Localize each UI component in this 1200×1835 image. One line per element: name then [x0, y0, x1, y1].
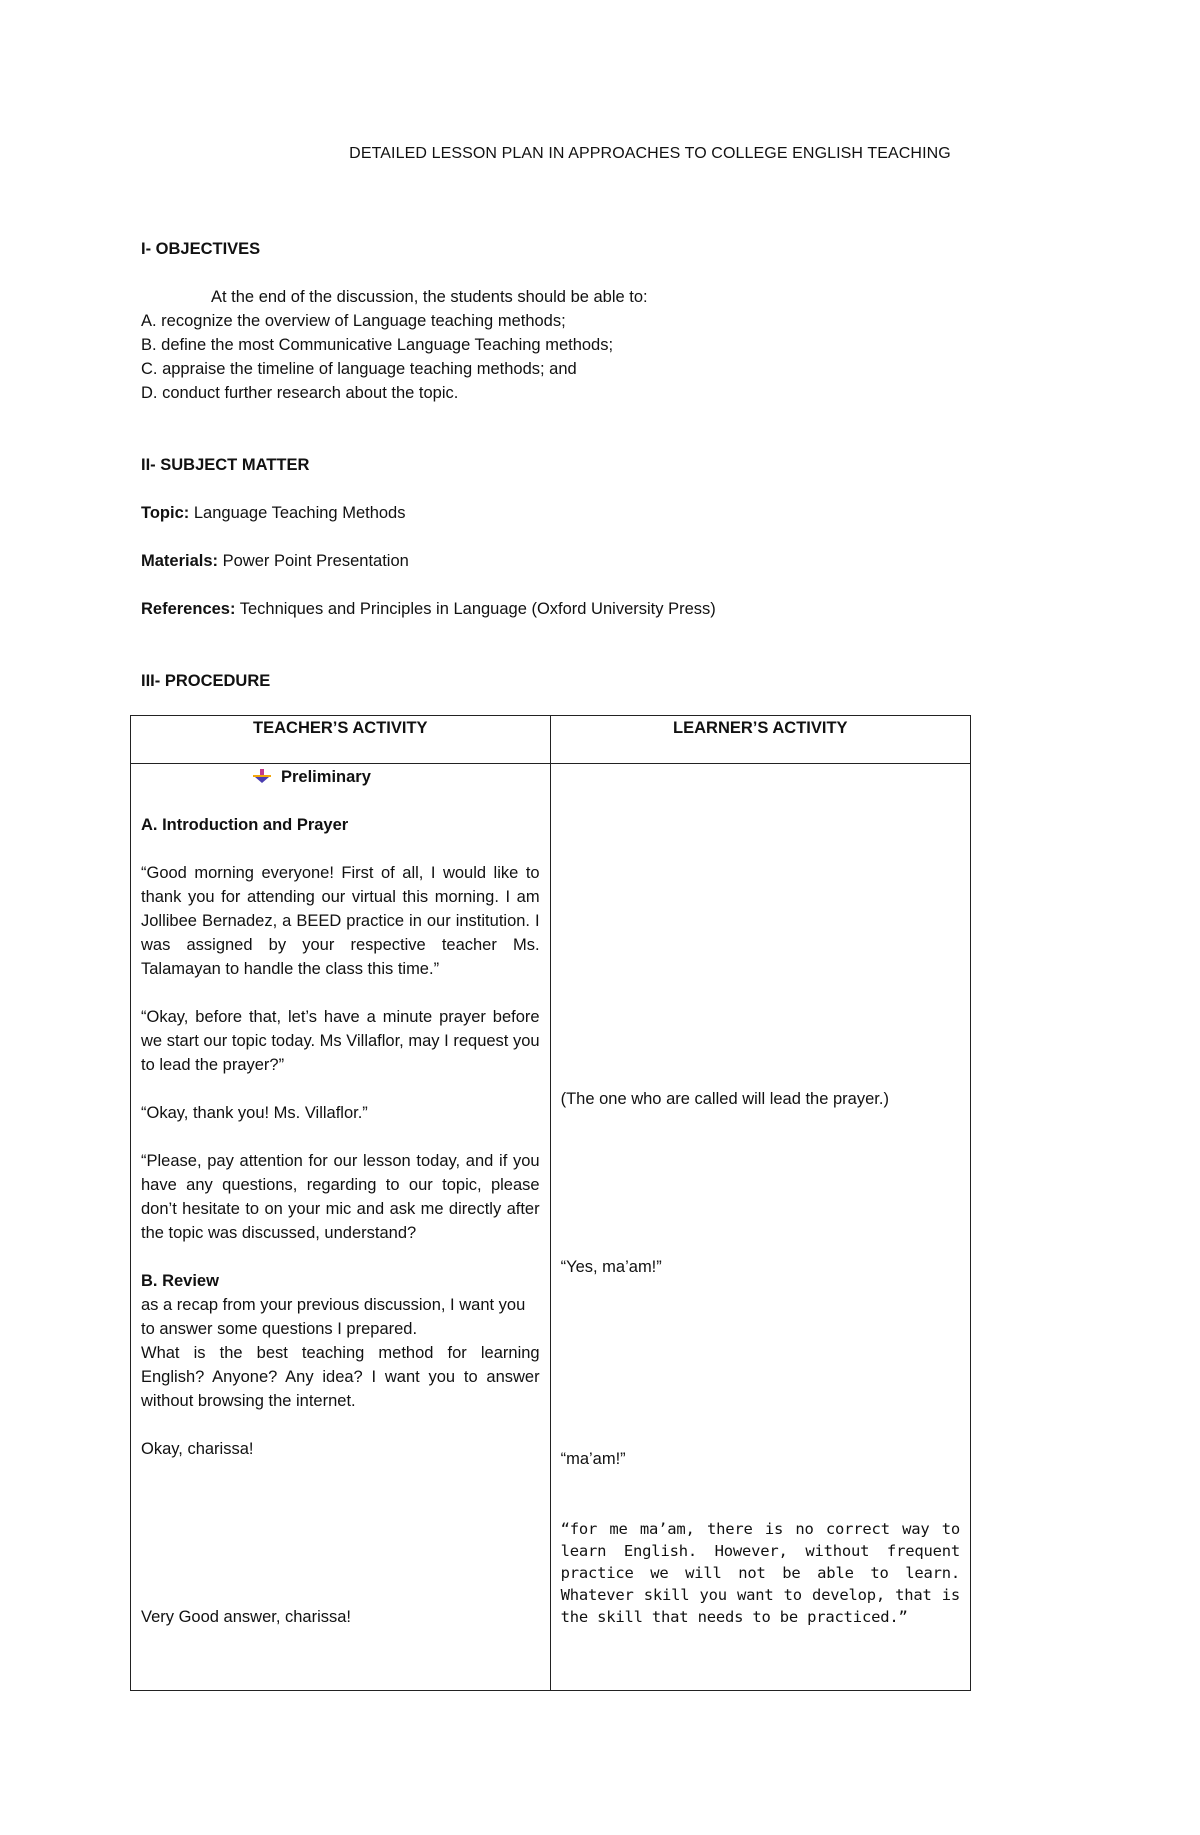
procedure-section [141, 669, 270, 693]
learner-activity-header: LEARNER’S ACTIVITY [550, 716, 970, 764]
document-title: DETAILED LESSON PLAN IN APPROACHES TO COLLEGE ENGLISH TEACHING [349, 145, 951, 162]
teacher-greeting: “Good morning everyone! First of all, I would like to thank you for attending our virtual this morning. I am Jollibee Bernadez, a BEED practice in our institution. I was assigned by your respective teacher Ms. Talamayan to handle the class this time.” [141, 864, 540, 978]
references-line [141, 597, 716, 621]
arrow-down-bullet-icon [253, 769, 271, 783]
teacher-activity-cell [131, 764, 551, 1691]
preliminary-heading [141, 764, 540, 789]
materials-line [141, 549, 716, 573]
procedure-table [130, 715, 971, 1691]
references-label: References: [141, 600, 236, 618]
references-value: Techniques and Principles in Language (Oxford University Press) [235, 600, 716, 618]
procedure-heading: III- PROCEDURE [141, 672, 271, 690]
teacher-prayer-request: “Okay, before that, let’s have a minute prayer before we start our topic today. Ms Villaflor, may I request you to lead the prayer?” [141, 1008, 540, 1074]
objectives-section [141, 237, 648, 405]
subject-matter-section [141, 453, 716, 621]
objective-item: D. conduct further research about the topic. [141, 384, 459, 402]
learner-activity-cell [550, 764, 970, 1691]
teacher-thanks: “Okay, thank you! Ms. Villaflor.” [141, 1104, 368, 1122]
teacher-question: What is the best teaching method for learning English? Anyone? Any idea? I want you to answer without browsing the internet. [141, 1344, 540, 1410]
teacher-activity-header: TEACHER’S ACTIVITY [131, 716, 551, 764]
teacher-recap: as a recap from your previous discussion, I want you to answer some questions I prepared. [141, 1296, 526, 1338]
learner-answer: “for me ma’am, there is no correct way to learn English. However, without frequent practice we will not be able to learn. Whatever skill you want to develop, that is the skill that needs to be practiced.” [560, 1520, 960, 1626]
section-b-heading: B. Review [141, 1272, 219, 1290]
materials-label: Materials: [141, 552, 219, 570]
subject-matter-heading: II- SUBJECT MATTER [141, 456, 310, 474]
topic-label: Topic: [141, 504, 190, 522]
objectives-heading: I- OBJECTIVES [141, 240, 261, 258]
learner-yes-response: “Yes, ma’am!” [560, 1258, 662, 1276]
materials-value: Power Point Presentation [218, 552, 409, 570]
teacher-call-student: Okay, charissa! [141, 1440, 254, 1458]
objective-item: C. appraise the timeline of language teaching methods; and [141, 360, 577, 378]
table-row [131, 764, 971, 1691]
learner-raise-response: “ma’am!” [560, 1450, 626, 1468]
objectives-intro: At the end of the discussion, the students should be able to: [211, 288, 648, 306]
objective-item: A. recognize the overview of Language teaching methods; [141, 312, 566, 330]
topic-line [141, 501, 716, 525]
table-header-row [131, 716, 971, 764]
teacher-attention: “Please, pay attention for our lesson today, and if you have any questions, regarding to our topic, please don’t hesitate to on your mic and ask me directly after the topic was discussed, understand? [141, 1152, 540, 1242]
preliminary-label: Preliminary [281, 768, 371, 786]
learner-prayer-response: (The one who are called will lead the prayer.) [560, 1090, 889, 1108]
topic-value: Language Teaching Methods [189, 504, 406, 522]
teacher-praise: Very Good answer, charissa! [141, 1608, 352, 1626]
objective-item: B. define the most Communicative Language Teaching methods; [141, 336, 614, 354]
section-a-heading: A. Introduction and Prayer [141, 816, 349, 834]
